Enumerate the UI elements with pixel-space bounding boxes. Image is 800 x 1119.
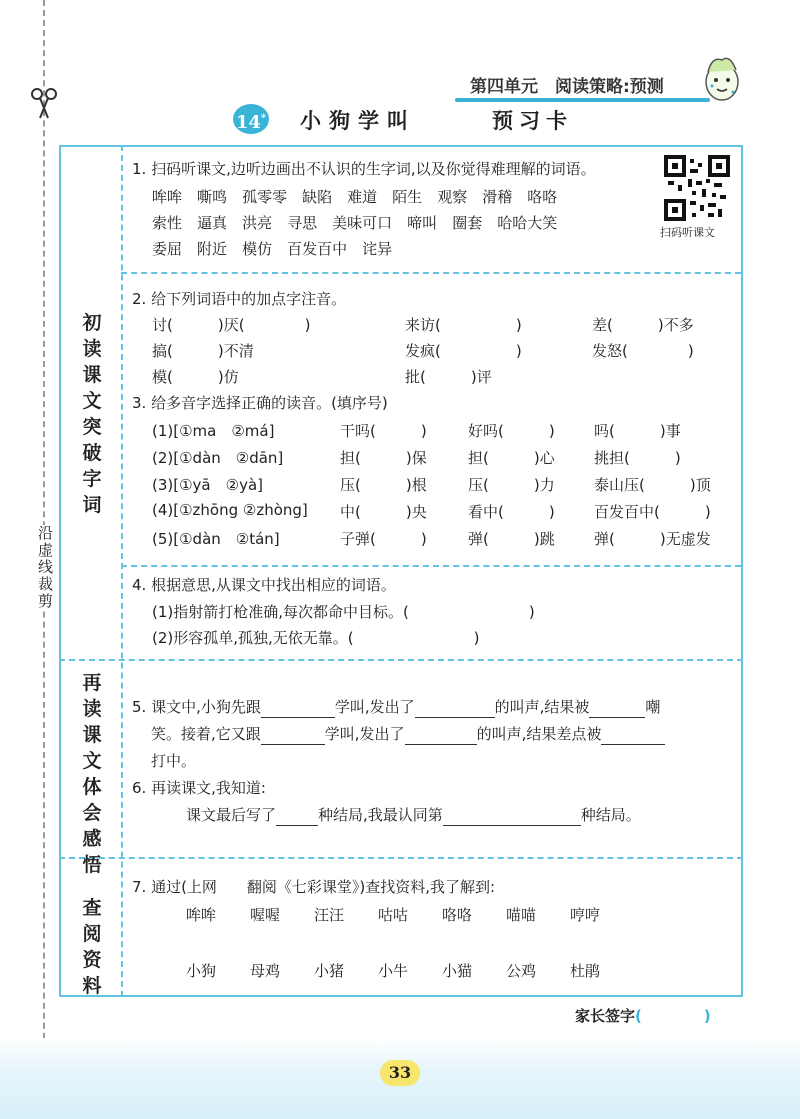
question-6-line: 课文最后写了 种结局,我最认同第 种结局。	[186, 806, 641, 824]
polyphone-options: (4)[①zhōng ②zhòng]	[152, 501, 308, 519]
polyphone-word: 百发百中( )	[594, 503, 711, 521]
lesson-title: 小狗学叫	[300, 109, 416, 133]
polyphone-options: (1)[①ma ②má]	[152, 422, 275, 440]
sound-word: 汪汪	[314, 906, 345, 924]
polyphone-options: (2)[①dàn ②dān]	[152, 449, 284, 467]
pinyin-item: 发怒( )	[592, 342, 694, 360]
question-4-prompt: 4. 根据意思,从课文中找出相应的词语。	[132, 576, 396, 594]
mascot-icon	[700, 52, 744, 104]
polyphone-options: (5)[①dàn ②tán]	[152, 530, 280, 548]
parent-signature: 家长签字( )	[575, 1007, 711, 1025]
section-label-first-read: 初读课文 突破字词	[82, 312, 102, 516]
pinyin-item: 发疯( )	[405, 342, 522, 360]
polyphone-word: 担( )保	[340, 449, 427, 467]
pinyin-item: 批( )评	[405, 368, 492, 386]
section-divider	[59, 857, 743, 859]
sound-word: 哞哞	[186, 906, 217, 924]
row-divider	[121, 565, 741, 567]
animal-word: 小牛	[378, 962, 409, 980]
question-5-line-1: 5. 课文中,小狗先跟 学叫,发出了 的叫声,结果被 嘲	[132, 698, 661, 716]
polyphone-word: 中( )央	[340, 503, 427, 521]
polyphone-word: 泰山压( )顶	[594, 476, 711, 494]
qr-code-label: 扫码听课文	[660, 226, 715, 239]
scissors-icon	[29, 86, 59, 120]
question-2-prompt: 2. 给下列词语中的加点字注音。	[132, 290, 347, 308]
animal-word: 小狗	[186, 962, 217, 980]
animal-word: 公鸡	[506, 962, 537, 980]
polyphone-word: 好吗( )	[468, 422, 555, 440]
animal-word: 小猪	[314, 962, 345, 980]
question-5-line-3: 打中。	[151, 752, 197, 770]
qr-code-icon[interactable]	[664, 155, 730, 221]
lesson-number-badge: 14*	[233, 104, 269, 134]
word-row: 委屈 附近 模仿 百发百中 诧异	[152, 240, 393, 258]
polyphone-options: (3)[①yā ②yà]	[152, 476, 263, 494]
pinyin-item: 来访( )	[405, 316, 522, 334]
polyphone-word: 压( )力	[468, 476, 555, 494]
page-number: 33	[380, 1060, 420, 1086]
pinyin-item: 搞( )不清	[152, 342, 254, 360]
question-3-prompt: 3. 给多音字选择正确的读音。(填序号)	[132, 394, 388, 412]
pinyin-item: 讨( )厌( )	[152, 316, 311, 334]
polyphone-word: 弹( )跳	[468, 530, 555, 548]
section-divider	[59, 659, 743, 661]
polyphone-word: 看中( )	[468, 503, 555, 521]
polyphone-word: 干吗( )	[340, 422, 427, 440]
animal-word: 小猫	[442, 962, 473, 980]
question-4-item-1: (1)指射箭打枪准确,每次都命中目标。( )	[152, 603, 535, 621]
polyphone-word: 子弹( )	[340, 530, 427, 548]
polyphone-word: 吗( )事	[594, 422, 681, 440]
question-1-prompt: 1. 扫码听课文,边听边画出不认识的生字词,以及你觉得难理解的词语。	[132, 160, 596, 178]
word-row: 索性 逼真 洪亮 寻思 美味可口 啼叫 圈套 哈哈大笑	[152, 214, 558, 232]
pinyin-item: 差( )不多	[592, 316, 694, 334]
unit-underline	[455, 98, 710, 102]
polyphone-word: 挑担( )	[594, 449, 681, 467]
sound-word: 喵喵	[506, 906, 537, 924]
polyphone-word: 压( )根	[340, 476, 427, 494]
question-4-item-2: (2)形容孤单,孤独,无依无靠。( )	[152, 629, 480, 647]
sound-word: 咯咯	[442, 906, 473, 924]
animal-word: 杜鹃	[570, 962, 601, 980]
section-label-second-read: 再读课文 体会感悟	[82, 672, 102, 876]
animal-word: 母鸡	[250, 962, 281, 980]
unit-title: 第四单元 阅读策略:预测	[470, 77, 664, 97]
question-7-prompt: 7. 通过(上网 翻阅《七彩课堂》)查找资料,我了解到:	[132, 878, 496, 896]
pinyin-item: 模( )仿	[152, 368, 239, 386]
question-5-line-2: 笑。接着,它又跟 学叫,发出了 的叫声,结果差点被	[151, 723, 665, 745]
polyphone-word: 弹( )无虚发	[594, 530, 711, 548]
sound-word: 哼哼	[570, 906, 601, 924]
sound-word: 喔喔	[250, 906, 281, 924]
cut-instruction: 沿虚线裁剪	[30, 525, 54, 610]
sound-word: 咕咕	[378, 906, 409, 924]
row-divider	[121, 272, 741, 274]
question-6-prompt: 6. 再读课文,我知道:	[132, 779, 266, 797]
word-row: 哞哞 嘶鸣 孤零零 缺陷 难道 陌生 观察 滑稽 咯咯	[152, 188, 558, 206]
section-label-research: 查阅资料	[82, 897, 102, 997]
polyphone-word: 担( )心	[468, 449, 555, 467]
card-title: 预习卡	[492, 109, 573, 133]
